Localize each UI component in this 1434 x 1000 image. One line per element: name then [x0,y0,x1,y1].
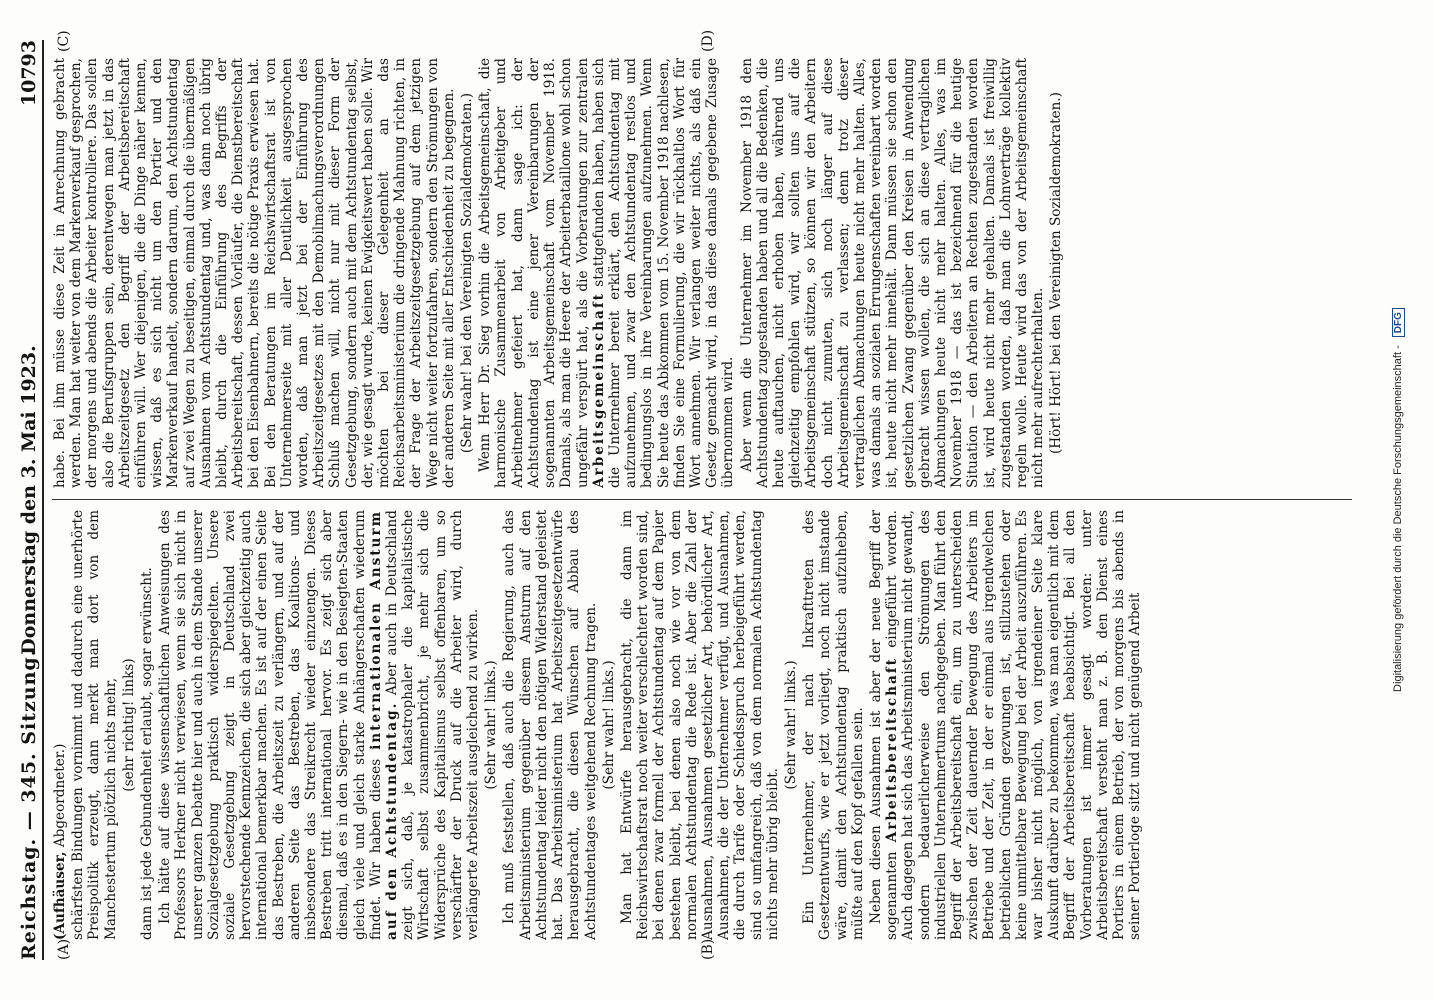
digitization-footer [1392,0,1405,1000]
paragraph: dann ist jede Gebundenheit erlaubt, sogar erwünscht. [139,567,156,940]
speaker-line [52,510,68,940]
interjection: (sehr richtig! links) [120,658,137,792]
interjection: (Sehr wahr! links.) [483,660,500,790]
paragraph [157,510,481,940]
paragraph: Man hat Entwürfe herausgebracht, die dann im Reichswirtschaftsrat noch weiter verschlechtert worden sind, bei denen zwar formell der Achtstundentag auf dem Papier bestehen bleibt, bei denen also noch wie vor von dem normalen Achtstundentag die Rede ist. Aber die Zahl der Ausnahmen, Ausnahmen gesetzlicher Art, behördlicher Art, Ausnahmen, die der Unternehmer verfügt, und Ausnahmen, die durch Tarife oder Schiedsspruch herbeigeführt werden, sind so umfangreich, daß von dem normalen Achtstundentag nichts mehr übrig bleibt. [618,510,781,940]
right-column [52,58,1352,488]
paragraph [477,58,736,488]
paragraph-text: Neben diesen Ausnahmen ist aber der neue Begriff der sogenannten [867,510,901,940]
paragraph-text: eingeführt worden. Auch dagegen hat sich das Arbeitsministerium nicht gewandt, sondern bedauerlicherweise den Strömungen des industriellen Unternehmertums nachgegeben. Man führt den Begriff der Arbeitsbereitschaft ein, um zu unterscheiden zwischen der Zeit dauernder Bewegung des Arbeiters im Betriebe und der Zeit, in der er einmal aus irgendwelchen betrieblichen Gründen gezwungen ist, stillzustehen oder keine unmittelbare Bewegung bei der Arbeit auszuführen. Es war bisher nicht möglich, von irgendeiner Seite klare Auskunft darüber zu bekommen, was man eigentlich mit dem Begriff der Arbeitsbereitschaft beabsichtigt. Bei all den Vorberatungen ist immer gesagt worden: unter Arbeitsbereitschaft versteht man z. B. den Dienst eines Portiers in einem Betrieb, der von morgens bis abends in seiner Portierloge sitzt und nicht genügend Arbeit [884,510,1144,940]
header-left: Reichstag. — 345. Sitzung. [18,648,40,960]
speaker-name: (Aufhäuser, [52,851,68,940]
margin-marker-d: (D) [700,29,716,52]
interjection: (Hört! Hört! bei den Vereinigten Sozialdemokraten.) [1048,92,1065,455]
left-column [52,510,1352,940]
paragraph: schärfsten Bindungen vornimmt und dadurch eine unerhörte Preispolitik erzeugt, dann merkt man dort von dem Manchestertum plötzlich nichts mehr, [70,510,119,940]
paragraph-text: stattgefunden haben, haben sich die Unternehmer bereit erklärt, den Achtstundentag mit aufzunehmen, und zwar den Achtstundentag restlos und bedingungslos in ihre Vereinbarungen aufzunehmen. Wenn Sie heute das Abkommen vom 15. November 1918 nachlesen, finden Sie eine Formulierung, die wir rückhaltlos Wort für Wort annehmen. Wir verlangen weiter nichts, als daß ein Gesetz gemacht wird, in das diese damals gegebene Zusage übernommen wird. [590,58,737,488]
paragraph: habe. Bei ihm müsse diese Zeit in Anrechnung gebracht werden. Man hat weiter von dem Markenverkauf gesprochen, der morgens und abends die Arbeiter kontrolliere. Das sollen also die Berufsgruppen sein, derentwegen man jetzt in das Arbeitszeitgesetz den Begriff der Arbeitsbereitschaft einführen will. Wer diejenigen, die die Dinge näher kennen, wissen, daß es sich nicht um den Portier und den Markenverkauf handelt, sondern darum, den Achtstundentag auf zwei Wegen zu beseitigen, einmal durch die übermäßigen Ausnahmen vom Achtstundentag und, was dann noch übrig bleibt, durch die Einführung des Begriffs der Arbeitsbereitschaft, dessen Vorläufer, die Dienstbereitschaft bei den Eisenbahnern, bereits die nötige Praxis erwiesen hat. Bei den Beratungen im Reichswirtschaftsrat ist von Unternehmerseite mit aller Deutlichkeit ausgesprochen worden, daß man jetzt bei der Einführung des Arbeitszeitgesetzes mit den Demobilmachungsverordnungen Schluß machen will, nicht nur mit dieser Form der Gesetzgebung, sondern auch mit dem Achtstundentag selbst, der, wie gesagt wurde, keinen Ewigkeitswert haben solle. Wir möchten bei dieser Gelegenheit an das Reichsarbeitsministerium die dringende Mahnung richten, in der Frage der Arbeitszeitgesetzgebung auf dem jetzigen Wege nicht weiter fortzufahren, sondern den Strömungen von der anderen Seite mit aller Entschiedenheit zu begegnen. [52,58,457,488]
column-divider [52,499,1352,500]
footer-text: Digitalisierung gefördert durch die Deutsche Forschungsgemeinschaft - [1392,345,1404,692]
page-header [14,40,44,960]
paragraph-text: Wenn Herr Dr. Sieg vorhin die Arbeitsgemeinschaft, die harmonische Zusammenarbeit von Arbeitgeber und Arbeitnehmer gefeiert hat, dann sage ich: der Achtstundentag ist eine jener Vereinbarungen der sogenannten Arbeitsgemeinschaft vom November 1918. Damals, als man die Heere der Arbeiterbataillone wohl schon ungefähr verspürt hat, als die Vorberatungen zur zentralen [477,58,591,488]
paragraph-text: Ich hätte auf diese wissenschaftlichen Anweisungen des Professors Herkner nicht verwiesen, wenn sie sich nicht in unserer ganzen Debatte hier und auch in dem Stande unserer Sozialgesetzgebung praktisch widerspiegelten. Unsere soziale Gesetzgebung zeigt in Deutschland zwei hervorstechende Kennzeichen, die sich aber gleichzeitig auch international bemerkbar machen. Es ist auf der einen Seite das Bestreben, die Arbeitszeit zu verlängern, und auf der anderen Seite das Bestreben, das Koalitions- und insbesondere das Streikrecht wieder einzuengen. Dieses Bestreben tritt international hervor. Es zeigt sich aber diesmal, daß es in den Siegern- wie in den Besiegten-Staaten gleich viele und gleich starke Anhängerschaften wiederum findet. Wir haben dieses [157,510,384,940]
emphasis-text: Arbeitsbereitschaft [884,657,901,843]
interjection: (Sehr wahr! bei den Vereinigten Sozialdemokraten.) [459,92,476,454]
paragraph: Ein Unternehmer, der nach Inkrafttreten des Gesetzentwurfs, wie er jetzt vorliegt, noch nicht imstande wäre, damit den Achtstundentag praktisch aufzuheben, müßte auf den Kopf gefallen sein. [801,510,866,940]
speaker-role: Abgeordneter.) [52,743,68,848]
dfg-logo: DFG [1392,308,1405,337]
paragraph: Ich muß feststellen, daß auch die Regierung, auch das Arbeitsministerium gegenüber diesem Ansturm auf den Achtstundentag leider nicht den nötigen Widerstand geleistet hat. Das Arbeitsministerium hat Arbeitszeitgesetzentwürfe herausgebracht, die diesen Wünschen auf Abbau des Achtstundentages weitgehend Rechnung tragen. [501,510,599,940]
margin-marker-a: (A) [56,938,72,960]
header-date: Donnerstag den 3. Mai 1923. [18,345,40,655]
paragraph: Aber wenn die Unternehmer im November 1918 den Achtstundentag zugestanden haben und all die Bedenken, die heute auftauchen, nicht erhoben haben, während uns gleichzeitig empfohlen wird, wir sollten uns auf die Arbeitsgemeinschaft stützen, so können wir den Arbeitern doch nicht zumuten, sich noch länger auf diese Arbeitsgemeinschaft zu verlassen; denn trotz dieser vertraglichen Abmachungen heute nicht mehr halten. Alles, was damals an sozialen Errungenschaften vereinbart worden ist, heute nicht mehr innehält. Dann müssen sie schon den gesetzlichen Zwang gegenüber den Kreisen in Anwendung gebracht wissen wollen, die sich an diese vertraglichen Abmachungen heute nicht mehr halten. Alles, was im November 1918 — das ist bezeichnend für die heutige Situation — den Arbeitern an Rechten zugestanden worden ist, wird heute nicht mehr gehalten. Damals ist freiwillig zugestanden worden, daß man die Lohnverträge kollektiv regeln wolle. Heute wird das von der Arbeitsgemeinschaft nicht mehr aufrechterhalten. [738,58,1047,488]
margin-marker-c: (C) [56,30,72,52]
page-number: 10793 [18,40,40,107]
interjection: (Sehr wahr! links.) [782,660,799,790]
margin-marker-b: (B) [700,938,716,960]
emphasis-text: internationalen Ansturm auf den Achtstundentag. [367,510,401,940]
emphasis-text: Arbeitsgemeinschaft [590,292,607,488]
interjection: (Sehr wahr! links.) [600,660,617,790]
paragraph [868,510,1143,940]
paragraph-text: Aber auch in Deutschland zeigt sich, daß, je katastrophaler die kapitalistische Wirtschaft selbst zusammenbricht, je mehr sich die Widersprüche des Kapitalismus selbst offenbaren, um so verschärfter der Druck auf die Arbeiter wird, durch verlängerte Arbeitszeit ausgleichend zu wirken. [384,510,482,940]
